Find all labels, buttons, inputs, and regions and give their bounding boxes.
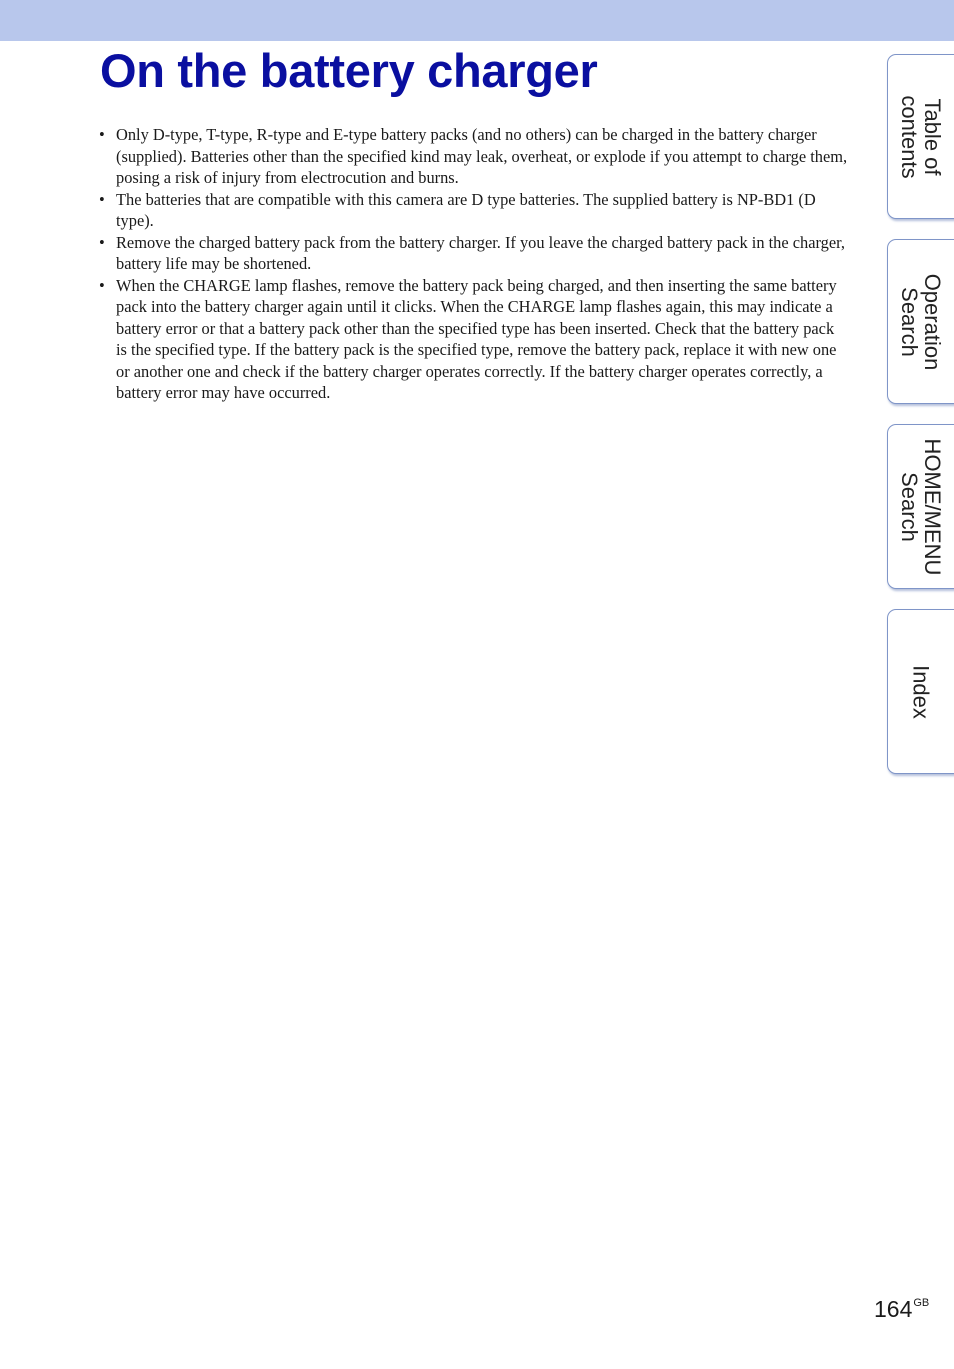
bullet-marker: • (99, 232, 105, 252)
page-title: On the battery charger (100, 44, 598, 97)
bullet-list (99, 124, 849, 404)
tab-home-menu-search[interactable] (887, 424, 954, 589)
bullet-marker: • (99, 189, 105, 209)
tab-label: Table of contents (897, 95, 945, 179)
page-number (874, 1289, 929, 1323)
list-item (99, 275, 849, 404)
header-band (0, 0, 954, 41)
tab-operation-search[interactable] (887, 239, 954, 404)
bullet-marker: • (99, 275, 105, 295)
tab-label: Operation Search (897, 273, 945, 371)
bullet-text: The batteries that are compatible with this camera are D type batteries. The supplied battery is NP-BD1 (D type). (116, 189, 816, 230)
bullet-text: When the CHARGE lamp flashes, remove the battery pack being charged, and then inserting the same battery pack into the battery charger again until it clicks. When the CHARGE lamp flashes again, this may indicate a battery error or that a battery pack other than the specified type has been inserted. Check that the battery pack is the specified type. If the battery pack is the specified type, remove the battery pack, replace it with new one or another one and check if the battery charger operates correctly. If the battery charger operates correctly, a battery error may have occurred. (116, 275, 837, 402)
list-item (99, 189, 849, 232)
tab-table-of-contents[interactable] (887, 54, 954, 219)
tab-index[interactable] (887, 609, 954, 774)
bullet-text: Remove the charged battery pack from the battery charger. If you leave the charged battery pack in the charger, battery life may be shortened. (116, 232, 846, 273)
list-item (99, 232, 849, 275)
page-region-code: GB (913, 1297, 930, 1309)
bullet-marker: • (99, 125, 105, 144)
tab-label: Index (908, 665, 934, 719)
tab-label: HOME/MENU Search (897, 438, 945, 576)
list-item (99, 124, 849, 189)
page-number-value: 164 (874, 1296, 913, 1322)
bullet-text: Only D-type, T-type, R-type and E-type battery packs (and no others) can be charged in the battery charger (supplied). Batteries other than the specified kind may leak, overheat, or explode if you attempt to charge them, posing a risk of injury from electrocution and burns. (116, 125, 848, 187)
